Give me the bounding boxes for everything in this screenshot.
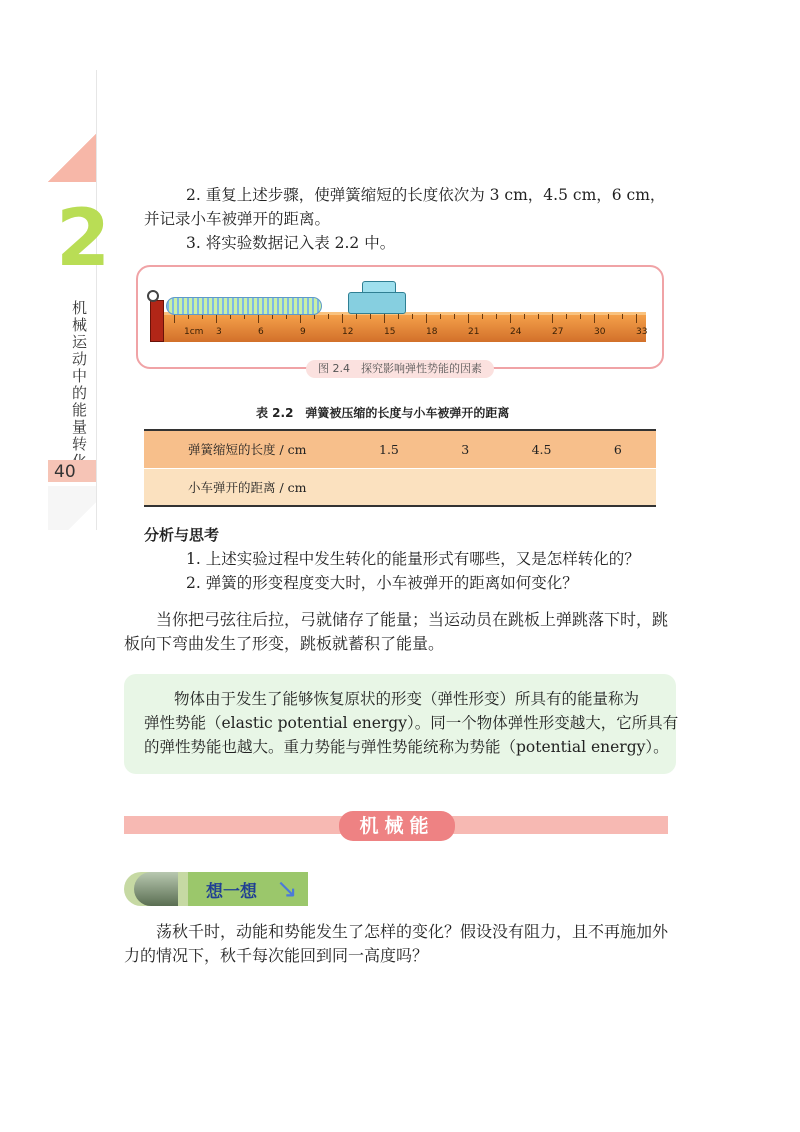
ruler-label: 3	[216, 327, 222, 337]
ruler-tick	[384, 314, 385, 323]
ruler-ticks	[160, 314, 646, 324]
ruler-label: 33	[636, 327, 648, 337]
ruler-tick	[174, 314, 175, 323]
table-cell	[580, 468, 656, 506]
cart-illustration	[348, 292, 406, 314]
ruler-tick	[370, 314, 371, 319]
data-table	[144, 429, 656, 507]
definition-line2: 弹性势能（elastic potential energy）。同一个物体弹性形变越大，它所具有	[144, 714, 679, 732]
step3: 3. 将实验数据记入表 2.2 中。	[186, 234, 396, 252]
table-cell	[503, 468, 579, 506]
ruler-tick	[216, 314, 217, 323]
ruler-tick	[636, 314, 637, 323]
page-number: 40	[54, 462, 76, 482]
ruler-tick	[524, 314, 525, 319]
margin-line	[96, 70, 97, 530]
chapter-number: 2	[56, 194, 111, 284]
ruler-tick	[440, 314, 441, 319]
ruler-label: 6	[258, 327, 264, 337]
ruler-tick	[608, 314, 609, 319]
ruler-tick	[398, 314, 399, 319]
ruler-tick	[258, 314, 259, 323]
figure-caption: 图 2.4 探究影响弹性势能的因素	[306, 360, 494, 378]
ruler-tick	[454, 314, 455, 319]
table-cell	[427, 468, 503, 506]
table-cell: 1.5	[351, 430, 427, 468]
ruler-tick	[538, 314, 539, 319]
chapter-title: 机械运动中的能量转	[72, 299, 88, 453]
ruler-tick	[496, 314, 497, 319]
step2-line1: 2. 重复上述步骤，使弹簧缩短的长度依次为 3 cm，4.5 cm，6 cm，	[186, 186, 666, 204]
student-photo	[134, 872, 178, 906]
ruler-label: 30	[594, 327, 606, 337]
ruler-tick	[482, 314, 483, 319]
ruler-label: 18	[426, 327, 438, 337]
table-cell: 6	[580, 430, 656, 468]
spring-illustration	[166, 297, 322, 315]
ruler-tick	[552, 314, 553, 323]
ruler-tick	[580, 314, 581, 319]
ruler-tick	[356, 314, 357, 319]
think-line1: 荡秋千时，动能和势能发生了怎样的变化？假设没有阻力，且不再施加外	[156, 922, 669, 941]
table-row	[144, 468, 656, 506]
hook-icon	[147, 290, 159, 302]
analysis-question-2: 2. 弹簧的形变程度变大时，小车被弹开的距离如何变化？	[186, 574, 578, 592]
ruler-tick	[622, 314, 623, 319]
ruler-tick	[300, 314, 301, 323]
ruler-tick	[468, 314, 469, 323]
analysis-heading: 分析与思考	[144, 526, 220, 544]
ruler-tick	[510, 314, 511, 323]
section-title: 机械能	[339, 811, 455, 841]
ruler-label: 1cm	[184, 327, 204, 337]
ruler-tick	[328, 314, 329, 319]
table-cell: 3	[427, 430, 503, 468]
corner-decoration	[48, 134, 96, 182]
ruler-label: 27	[552, 327, 564, 337]
ruler-label: 21	[468, 327, 480, 337]
ruler-label: 15	[384, 327, 396, 337]
ruler-label: 12	[342, 327, 354, 337]
definition-line3: 的弹性势能也越大。重力势能与弹性势能统称为势能（potential energy）。	[144, 738, 669, 756]
ruler-tick	[412, 314, 413, 319]
paragraph-line1: 当你把弓弦往后拉，弓就储存了能量；当运动员在跳板上弹跳落下时，跳	[156, 610, 669, 629]
arrow-down-right-icon: ↘	[276, 874, 298, 904]
table-row	[144, 430, 656, 468]
ruler-label: 9	[300, 327, 306, 337]
table-cell	[351, 468, 427, 506]
paragraph-line2: 板向下弯曲发生了形变，跳板就蓄积了能量。	[124, 634, 445, 653]
ruler-tick	[594, 314, 595, 323]
row2-header: 小车弹开的距离 / cm	[188, 479, 307, 495]
step2-line2: 并记录小车被弹开的距离。	[144, 210, 331, 228]
ruler-label: 24	[510, 327, 522, 337]
row1-header: 弹簧缩短的长度 / cm	[144, 430, 351, 468]
ruler-tick	[566, 314, 567, 319]
ruler-tick	[426, 314, 427, 323]
table-cell: 4.5	[503, 430, 579, 468]
think-line2: 力的情况下，秋千每次能回到同一高度吗？	[124, 946, 429, 965]
think-title: 想一想	[206, 882, 257, 902]
table-title: 表 2.2 弹簧被压缩的长度与小车被弹开的距离	[256, 406, 510, 420]
margin-footer-decoration	[48, 486, 96, 530]
definition-line1: 物体由于发生了能够恢复原状的形变（弹性形变）所具有的能量称为	[174, 690, 640, 708]
analysis-question-1: 1. 上述实验过程中发生转化的能量形式有哪些，又是怎样转化的？	[186, 550, 640, 568]
wall-block	[150, 300, 164, 342]
ruler-tick	[342, 314, 343, 323]
